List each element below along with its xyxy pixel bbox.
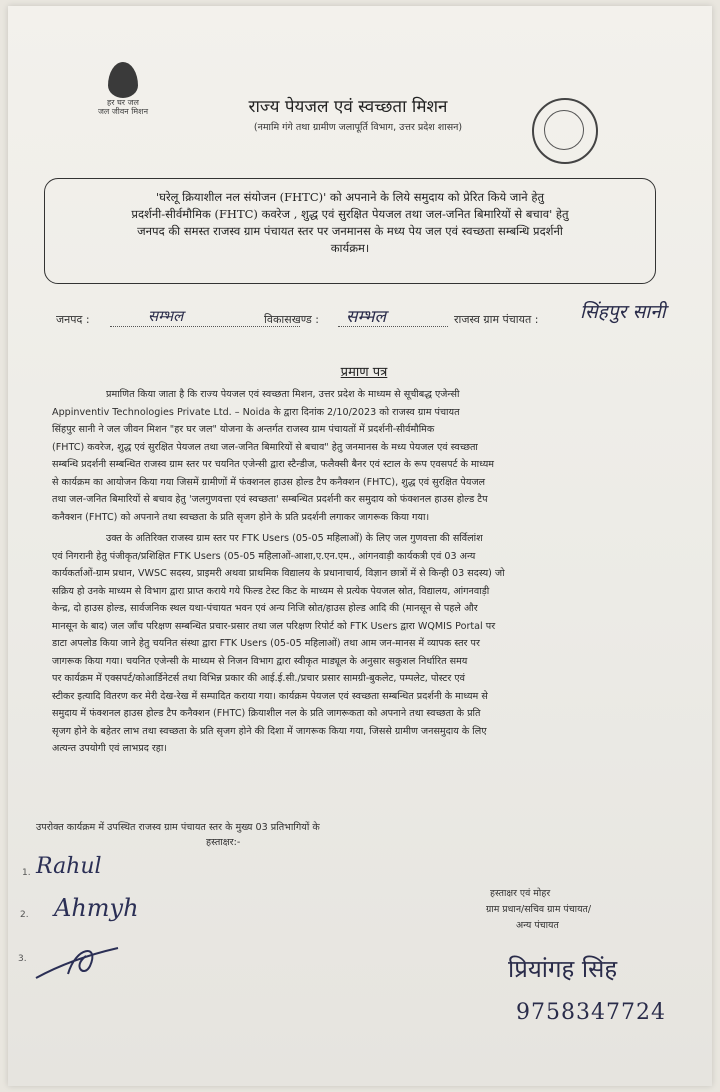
para2-line: डाटा अपलोड किया जाने हेतु चयनित संस्था द्वारा FTK Users (05-05 महिलाओं) तथा आम जन-मानस में व्यापक स्तर पर	[52, 638, 480, 649]
har-ghar-jal-logo	[88, 62, 158, 116]
program-line-3: जनपद की समस्त राजस्व ग्राम पंचायत स्तर पर जनमानस के मध्य पेय जल एवं स्वच्छता सम्बन्धि प्रदर्शनी	[137, 224, 563, 238]
signature-1-number: 1.	[22, 868, 31, 878]
program-title-box	[44, 178, 656, 284]
program-line-1: 'घरेलू क्रियाशील नल संयोजन (FHTC)' को अपनाने के लिये समुदाय को प्रेरित किये जाने हेतु	[156, 190, 544, 204]
signature-2-number: 2.	[20, 910, 29, 920]
para2-line: पर कार्यक्रम में एक्सपर्ट/कोआर्डिनेटर्स तथा विभिन्न प्रकार की आई.ई.सी./प्रचार प्रसार सामग्री-बुकलेट, पम्पलेट, पोस्टर एवं	[52, 673, 465, 684]
sarpanch-phone-handwritten: 9758347724	[516, 1000, 666, 1025]
para1-line: से कार्यक्रम का आयोजन किया गया जिसमें ग्रामीणों में फंक्शनल हाउस होल्ड टैप कनैक्शन (FHTC), शुद्ध एवं सुरक्षित पेयजल	[52, 476, 486, 488]
block-label: विकासखण्ड :	[264, 313, 320, 326]
district-value: सम्भल	[148, 307, 184, 325]
para2-line: अत्यन्त उपयोगी एवं लाभप्रद रहा।	[52, 743, 168, 754]
para1-line: तथा जल-जनित बिमारियों से बचाव हेतु 'जलगुणवत्ता एवं स्वच्छता' सम्बन्धित प्रदर्शनी कर समुदाय को फंक्शनल हाउस होल्ड टैप	[52, 494, 488, 505]
para2-line: मानसून के बाद) जल जाँच परिक्षण सम्बन्धित प्रचार-प्रसार तथा जल परिक्षण रिपोर्ट को FTK Users द्वारा WQMIS Portal पर	[52, 620, 496, 632]
logo-text-1: हर घर जल	[107, 98, 139, 107]
para2-line: जागरूक किया गया। चयनित एजेन्सी के माध्यम से निजन विभाग द्वारा स्वीकृत माड्यूल के अनुसार सकुशल निर्धारित समय	[52, 655, 468, 667]
para2-line: सृजग होने के बहेतर लाभ तथा स्वच्छता के प्रति सृजग होने की दिशा में जागरूक किया गया, जिससे ग्रामीण जनसमुदाय के लिए	[52, 725, 487, 737]
para1-line: (FHTC) कवरेज, शुद्ध एवं सुरक्षित पेयजल तथा जल-जनित बिमारियों से बचाव" हेतु जनमानस के मध्य पेयजल एवं स्वच्छता	[52, 441, 478, 453]
sarpanch-name-handwritten: प्रियांगह सिंह	[508, 955, 618, 983]
page-title: राज्य पेयजल एवं स्वच्छता मिशन	[248, 97, 448, 117]
page-subtitle: (नमामि गंगे तथा ग्रामीण जलापूर्ति विभाग, उत्तर प्रदेश शासन)	[253, 122, 463, 133]
signature-3-scribble	[28, 926, 128, 986]
para2-line: एवं निगरानी हेतु पंजीकृत/प्रशिक्षित FTK Users (05-05 महिलाओं-आशा,ए.एन.एम., आंगनवाड़ी कार्यकत्री एवं 03 अन्य	[52, 550, 476, 562]
program-line-2: प्रदर्शनी-सीर्वमौमिक (FHTC) कवरेज , शुद्ध एवं सुरक्षित पेयजल तथा जल-जनित बिमारियों से बचाव' हेतु	[131, 207, 569, 221]
district-label: जनपद :	[56, 313, 90, 326]
para2-line: उक्त के अतिरिक्त राजस्व ग्राम स्तर पर FTK Users (05-05 महिलाओं) के लिए जल गुणवत्ता की सर्विलांश	[106, 533, 483, 544]
signature-3-number: 3.	[18, 954, 27, 964]
participants-line-1: उपरोक्त कार्यक्रम में उपस्थित राजस्व ग्राम पंचायत स्तर के मुख्य 03 प्रतिभागियों के	[36, 822, 320, 833]
para2-line: स्टीकर इत्यादि वितरण कर मेरी देख-रेख में सम्पादित कराया गया। कार्यक्रम पेयजल एवं स्वच्छता सम्बन्धित प्रदर्शनी के माध्यम से	[52, 690, 488, 702]
panchayat-value: सिंहपुर सानी	[580, 301, 666, 323]
para2-line: समुदाय में फंक्शनल हाउस होल्ड टैप कनैक्शन (FHTC) क्रियाशील नल के प्रति जागरूकता को अपनाने तथा स्वच्छता के प्रति	[52, 708, 481, 719]
certificate-body	[52, 386, 702, 758]
para-1	[52, 386, 702, 526]
program-line-4: कार्यक्रम।	[330, 241, 370, 255]
para2-line: केन्द्र, दो हाउस होल्ड, सार्वजनिक स्थल यथा-पंचायत भवन एवं अन्य निजि स्रोत/हाउस होल्ड आदि की (मानसून से पहले और	[52, 603, 478, 614]
seal-inner-ring	[544, 110, 584, 150]
logo-text-2: जल जीवन मिशन	[97, 107, 149, 116]
para1-line: कनैक्शन (FHTC) को अपनाने तथा स्वच्छता के प्रति सृजग होने के प्रति प्रदर्शनी लगाकर जागरूक किया गया।	[52, 511, 430, 523]
certificate-page	[8, 6, 712, 1086]
para2-line: कार्यकर्ताओं-ग्राम प्रधान, VWSC सदस्य, प्राइमरी अथवा प्राथमिक विद्यालय के प्रधानाचार्य, विज्ञान छात्रों में से किन्ही 03 सदस्य) जो	[52, 568, 505, 579]
para1-line: सम्बन्धि प्रदर्शनी सम्बन्धित राजस्व ग्राम स्तर पर चयनित एजेन्सी द्वारा स्टैन्डीज, फलैक्सी बैनर एवं स्टाल के रूप एवसपर्ट के माध्यम	[52, 459, 495, 470]
para-2	[52, 530, 702, 758]
certificate-title: प्रमाण पत्र	[340, 365, 388, 380]
participants-heading	[36, 820, 456, 850]
stamp-line-3: अन्य पंचायत	[516, 920, 559, 931]
para1-line: प्रमाणित किया जाता है कि राज्य पेयजल एवं स्वच्छता मिशन, उत्तर प्रदेश के माध्यम से सूचीबद्ध एजेन्सी	[106, 389, 460, 400]
state-seal-icon	[532, 98, 598, 164]
water-drop-icon	[108, 62, 138, 98]
stamp-block	[486, 886, 716, 934]
location-row	[56, 301, 716, 346]
signature-1: Rahul	[36, 854, 102, 879]
panchayat-label: राजस्व ग्राम पंचायत :	[454, 313, 539, 326]
block-value: सम्भल	[346, 307, 387, 327]
para1-line: Appinventiv Technologies Private Ltd. – Noida के द्वारा दिनांक 2/10/2023 को राजस्व ग्राम पंचायत	[52, 406, 460, 418]
signature-2: Ahmyh	[54, 894, 139, 922]
stamp-line-2: ग्राम प्रधान/सचिव ग्राम पंचायत/	[486, 904, 592, 915]
para2-line: सक्रिय हो उनके माध्यम से विभाग द्वारा प्राप्त कराये गये फिल्ड टेस्ट किट के माध्यम से प्रत्येक पेयजल स्रोत, विद्यालय, आंगनवाड़ी	[52, 585, 490, 597]
participants-line-2: हस्ताक्षर:-	[206, 837, 241, 848]
stamp-line-1: हस्ताक्षर एवं मोहर	[490, 888, 551, 899]
para1-line: सिंहपुर सानी ने जल जीवन मिशन "हर घर जल" योजना के अन्तर्गत राजस्व ग्राम पंचायतों में प्रदर्शनी-सीर्वमौमिक	[52, 424, 435, 435]
